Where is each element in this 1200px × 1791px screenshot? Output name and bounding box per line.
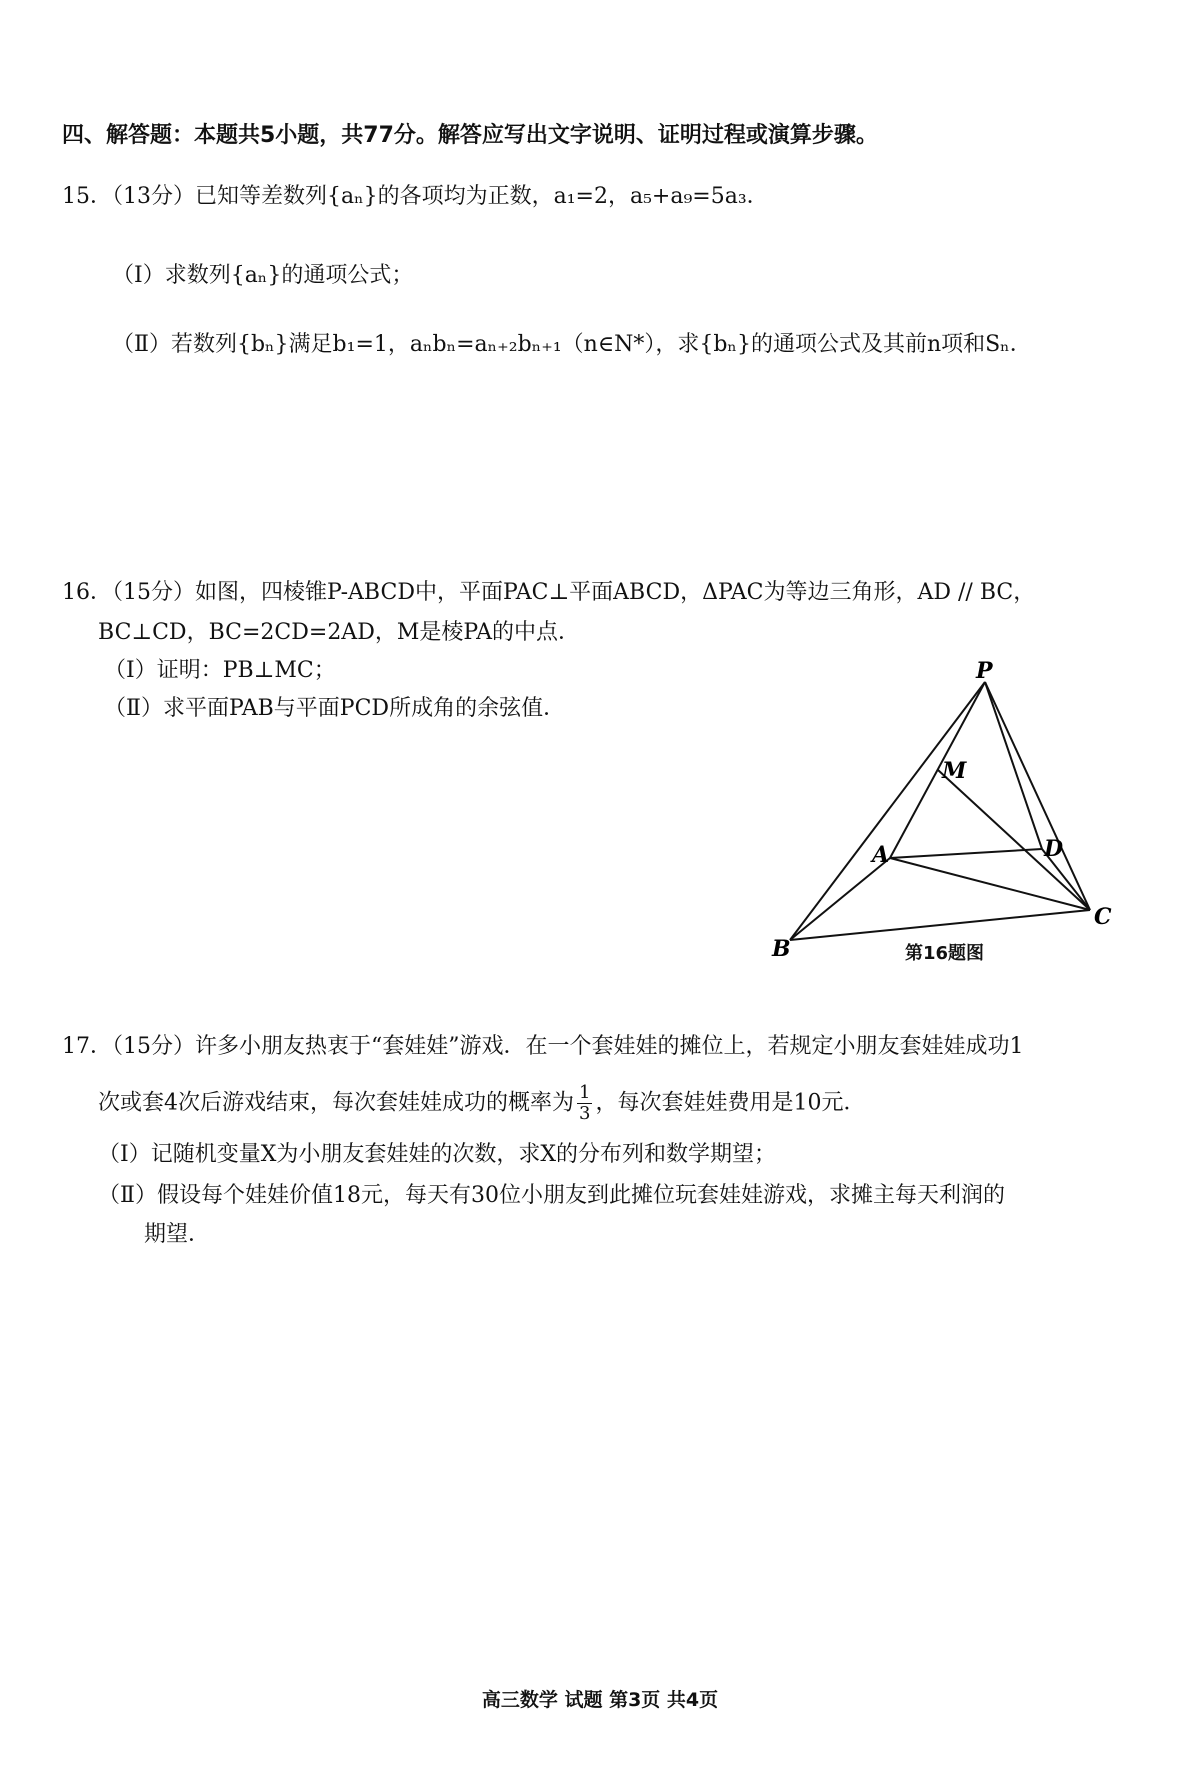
edge-pc <box>985 682 1090 910</box>
q17-part2-line2: 期望． <box>144 1222 211 1247</box>
label-a: A <box>872 842 890 868</box>
q15-stem: 15．（13分）已知等差数列{aₙ}的各项均为正数，a₁=2，a₅+a₉=5a₃． <box>62 184 769 209</box>
segment-mc <box>938 770 1090 910</box>
q16-part2: （Ⅱ）求平面PAB与平面PCD所成角的余弦值． <box>104 696 566 721</box>
pyramid-figure <box>760 660 1140 960</box>
q16-stem-line2: BC⊥CD，BC=2CD=2AD，M是棱PA的中点． <box>98 620 581 645</box>
edge-pa <box>890 682 985 858</box>
edge-ba <box>790 858 890 940</box>
q16-stem-line1: 16．（15分）如图，四棱锥P-ABCD中，平面PAC⊥平面ABCD，ΔPAC为等边三角形，AD // BC， <box>62 580 1036 605</box>
probability-fraction <box>577 1083 592 1124</box>
q17-stem-line2-before: 次或套4次后游戏结束，每次套娃娃成功的概率为 <box>98 1090 574 1116</box>
q16-part1: （Ⅰ）证明：PB⊥MC； <box>104 658 336 683</box>
q15-part2: （Ⅱ）若数列{bₙ}满足b₁=1，aₙbₙ=aₙ₊₂bₙ₊₁（n∈N*），求{bₙ}的通项公式及其前n项和Sₙ． <box>112 332 1032 357</box>
q17-part1: （Ⅰ）记随机变量X为小朋友套娃娃的次数，求X的分布列和数学期望； <box>98 1142 777 1167</box>
label-b: B <box>772 936 791 960</box>
label-c: C <box>1094 904 1112 930</box>
edge-pb <box>790 682 985 940</box>
section-header: 四、解答题：本题共5小题，共77分。解答应写出文字说明、证明过程或演算步骤。 <box>62 123 878 148</box>
edge-ad <box>890 849 1042 858</box>
q17-stem-line1: 17．（15分）许多小朋友热衷于“套娃娃”游戏．在一个套娃娃的摊位上，若规定小朋友套娃娃成功1 <box>62 1034 1024 1059</box>
q15-part1: （Ⅰ）求数列{aₙ}的通项公式； <box>112 263 414 288</box>
figure-caption: 第16题图 <box>905 943 985 964</box>
page-footer: 高三数学 试题 第3页 共4页 <box>481 1689 719 1711</box>
fraction-numerator: 1 <box>579 1082 591 1103</box>
label-p: P <box>976 660 993 684</box>
q17-part2-line1: （Ⅱ）假设每个娃娃价值18元，每天有30位小朋友到此摊位玩套娃娃游戏，求摊主每天利润的 <box>98 1183 1005 1208</box>
q17-stem-line2 <box>98 1083 865 1124</box>
edge-ac <box>890 858 1090 910</box>
q17-stem-line2-after: ，每次套娃娃费用是10元． <box>595 1090 866 1116</box>
label-d: D <box>1044 836 1064 862</box>
fraction-denominator: 3 <box>579 1103 591 1124</box>
label-m: M <box>942 758 967 784</box>
edge-pd <box>985 682 1042 849</box>
edge-bc <box>790 910 1090 940</box>
